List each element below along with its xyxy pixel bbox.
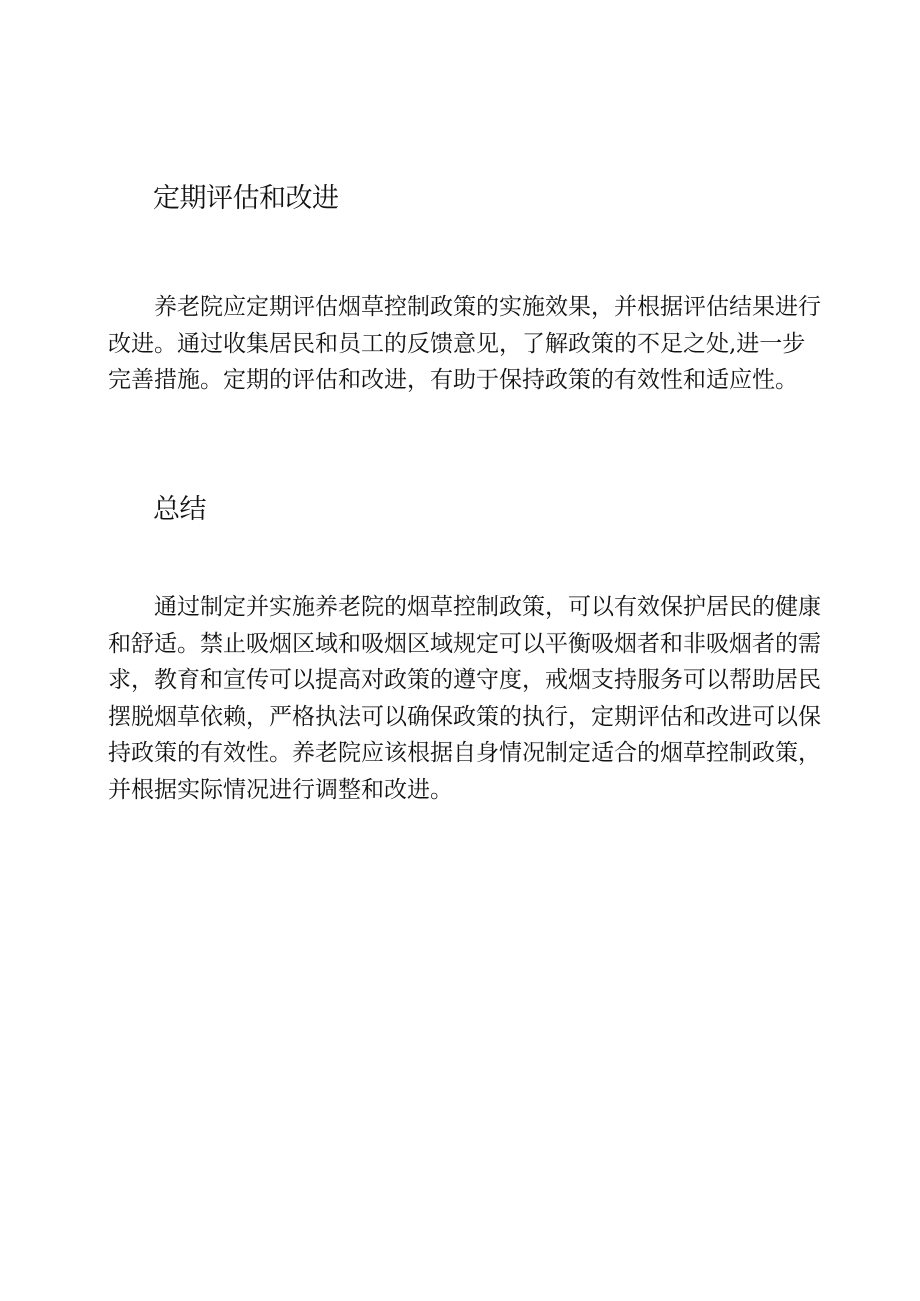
paragraph-line: 养老院应定期评估烟草控制政策的实施效果，并根据评估结果进行 — [154, 294, 821, 320]
paragraph-line: 摆脱烟草依赖，严格执法可以确保政策的执行，定期评估和改进可以保 — [108, 703, 821, 730]
paragraph-line: 和舒适。禁止吸烟区域和吸烟区域规定可以平衡吸烟者和非吸烟者的需 — [108, 630, 821, 657]
paragraph-line: 完善措施。定期的评估和改进，有助于保持政策的有效性和适应性。 — [108, 367, 798, 393]
section-heading-summary: 总结 — [153, 494, 206, 525]
section-paragraph-summary — [108, 589, 832, 808]
section-paragraph-evaluation — [108, 289, 832, 399]
paragraph-line: 并根据实际情况进行调整和改进。 — [108, 776, 453, 803]
paragraph-line: 通过制定并实施养老院的烟草控制政策，可以有效保护居民的健康 — [154, 594, 821, 620]
paragraph-line: 改进。通过收集居民和员工的反馈意见，了解政策的不足之处,进一步 — [108, 330, 806, 357]
paragraph-line: 持政策的有效性。养老院应该根据自身情况制定适合的烟草控制政策， — [108, 740, 821, 766]
paragraph-line: 求，教育和宣传可以提高对政策的遵守度，戒烟支持服务可以帮助居民 — [108, 667, 821, 693]
section-heading-evaluation: 定期评估和改进 — [153, 183, 339, 214]
